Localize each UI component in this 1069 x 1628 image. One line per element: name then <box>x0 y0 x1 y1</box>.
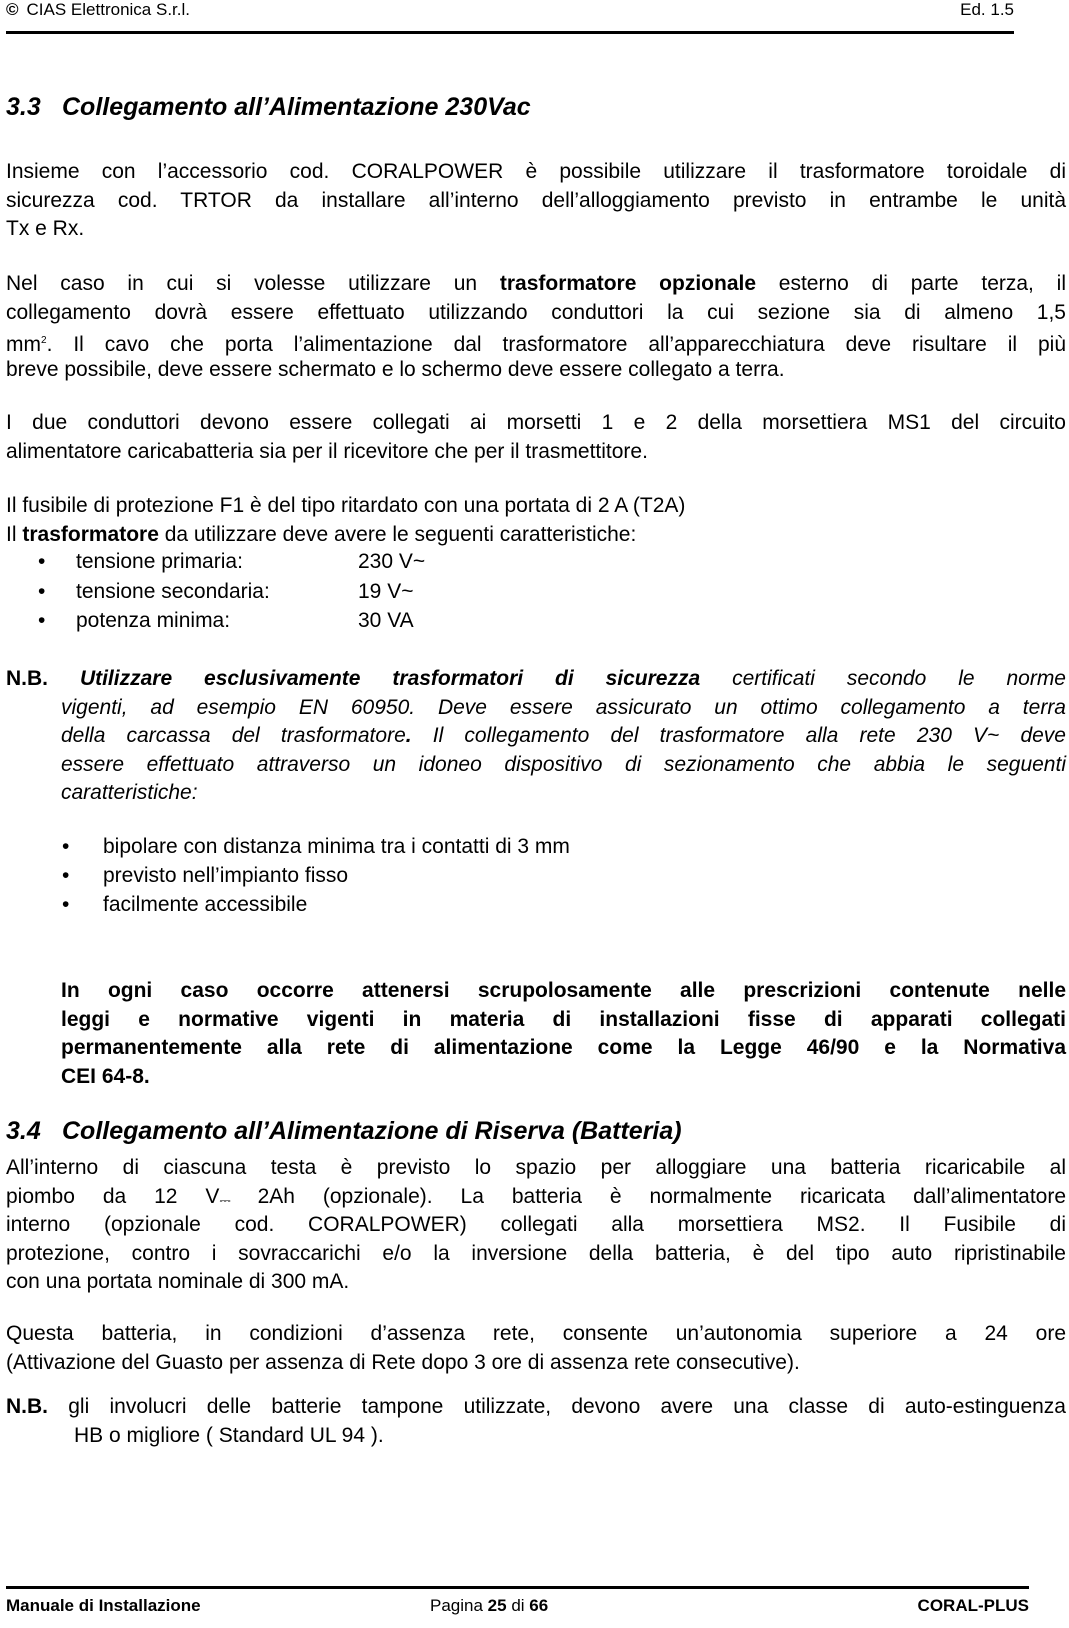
page-footer <box>6 1586 1029 1626</box>
header-divider <box>6 31 1014 34</box>
page-header <box>6 0 1014 26</box>
section-3-3-heading: 3.3 Collegamento all’Alimentazione 230Vac <box>6 93 531 121</box>
dc-symbol-icon: ⎓ <box>219 1191 230 1208</box>
footer-manual: Manuale di Installazione <box>6 1596 201 1615</box>
s34-paragraph-2: Questa batteria, in condizioni d’assenza rete, consente un’autonomia superiore a 24 ore (Attivazione del Guasto per assenza di Rete dopo 3 ore di assenza rete consecutive). <box>6 1322 1066 1374</box>
regulations-warning: In ogni caso occorre attenersi scrupolosamente alle prescrizioni contenute nelle leggi e normative vigenti in materia di installazioni fisse di apparati collegati permanentemente alla rete di alimentazione come la Legge 46/90 e la Normativa CEI 64-8. <box>61 979 1066 1088</box>
spec-item: • tensione secondaria: 19 V~ <box>38 580 414 603</box>
header-edition: Ed. 1.5 <box>960 0 1014 19</box>
footer-product: CORAL-PLUS <box>917 1596 1029 1615</box>
switch-item: • facilmente accessibile <box>62 893 308 916</box>
s33-paragraph-1: Insieme con l’accessorio cod. CORALPOWER è possibile utilizzare il trasformatore toroidale di sicurezza cod. TRTOR da installare all’interno dell’alloggiamento previsto in entrambe le unità Tx e Rx. <box>6 160 1066 241</box>
footer-divider <box>6 1586 1029 1589</box>
s33-nb-note: N.B. Utilizzare esclusivamente trasformatori di sicurezza certificati secondo le norme vigenti, ad esempio EN 60950. Deve essere assicurato un ottimo collegamento a terra della carcassa del trasformatore. Il collegamento del trasformatore alla rete 230 V~ deve essere effettuato attraverso un idoneo dispositivo di sezionamento che abbia le seguenti caratteristiche: <box>6 667 1066 805</box>
s34-nb-note: N.B. gli involucri delle batterie tampone utilizzate, devono avere una classe di auto-estinguenza HB o migliore ( Standard UL 94 ). <box>6 1395 1066 1447</box>
s33-paragraph-4: Il fusibile di protezione F1 è del tipo ritardato con una portata di 2 A (T2A) Il trasformatore da utilizzare deve avere le seguenti caratteristiche: <box>6 494 686 546</box>
footer-page-number: Pagina 25 di 66 <box>430 1596 549 1615</box>
spec-item: • tensione primaria: 230 V~ <box>38 550 426 573</box>
s34-paragraph-1: All’interno di ciascuna testa è previsto lo spazio per alloggiare una batteria ricaricabile al piombo da 12 V⎓ 2Ah (opzionale). La batteria è normalmente ricaricata dall’alimentatore interno (opzionale cod. CORALPOWER) collegati alla morsettiera MS2. Il Fusibile di protezione, contro i sovraccarichi e/o la inversione della batteria, è del tipo auto ripristinabile con una portata nominale di 300 mA. <box>6 1156 1066 1294</box>
s33-paragraph-3: I due conduttori devono essere collegati ai morsetti 1 e 2 della morsettiera MS1 del circuito alimentatore caricabatteria sia per il ricevitore che per il trasmettitore. <box>6 411 1066 463</box>
spec-item: • potenza minima: 30 VA <box>38 609 414 632</box>
s33-paragraph-2: Nel caso in cui si volesse utilizzare un trasformatore opzionale esterno di parte terza, il collegamento dovrà essere effettuato utilizzando conduttori la cui sezione sia di almeno 1,5 $mm^2$. Il cavo che porta l’alimentazione dal trasformatore all’apparecchiatura deve risultare il più breve possibile, deve essere schermato e lo schermo deve essere collegato a terra. <box>6 272 1066 381</box>
header-company: © CIAS Elettronica S.r.l. <box>6 0 190 19</box>
switch-item: • bipolare con distanza minima tra i contatti di 3 mm <box>62 835 570 858</box>
section-3-4-heading: 3.4 Collegamento all’Alimentazione di Riserva (Batteria) <box>6 1117 682 1145</box>
switch-item: • previsto nell’impianto fisso <box>62 864 349 887</box>
copyright-icon: © <box>6 0 19 19</box>
